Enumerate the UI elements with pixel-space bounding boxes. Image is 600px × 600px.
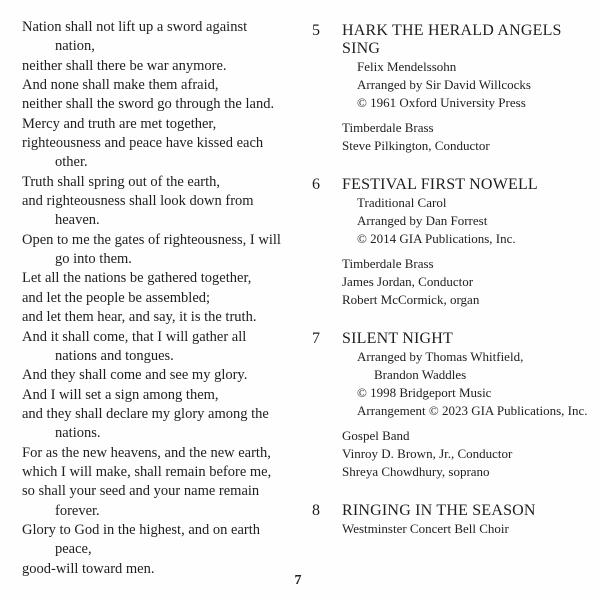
scripture-line: And I will set a sign among them, (22, 386, 219, 403)
scripture-line: other. (55, 154, 88, 171)
scripture-line: Mercy and truth are met together, (22, 115, 217, 132)
credit-line: Brandon Waddles (374, 367, 467, 382)
track-credits (342, 194, 590, 248)
track-entry-8 (312, 502, 590, 538)
performer-line: Robert McCormick, organ (342, 292, 480, 307)
scripture-line: For as the new heavens, and the new earth, (22, 444, 271, 461)
scripture-line: forever. (55, 502, 100, 519)
credit-line: Felix Mendelssohn (357, 59, 457, 74)
track-performers (342, 520, 590, 538)
scripture-line: Glory to God in the highest, and on earth (22, 521, 260, 538)
performer-line: James Jordan, Conductor (342, 274, 474, 289)
scripture-line: And none shall make them afraid, (22, 77, 219, 94)
track-entry-5 (312, 22, 590, 155)
scripture-line: Nation shall not lift up a sword against (22, 19, 248, 35)
performer-line: Vinroy D. Brown, Jr., Conductor (342, 446, 513, 461)
scripture-line: Open to me the gates of righteousness, I will (22, 231, 281, 248)
track-title-line: FESTIVAL FIRST NOWELL (342, 176, 538, 193)
track-credits (342, 348, 590, 420)
track-title-line: HARK THE HERALD ANGELS (342, 22, 562, 39)
scripture-line: so shall your seed and your name remain (22, 483, 260, 500)
scripture-line: nations. (55, 425, 101, 442)
scripture-line: And it shall come, that I will gather all (22, 328, 247, 345)
scripture-line: neither shall there be war anymore. (22, 57, 227, 74)
track-number: 5 (312, 22, 320, 39)
track-number: 8 (312, 502, 320, 519)
track-credits (342, 58, 590, 112)
credit-line: Arranged by Dan Forrest (357, 213, 488, 228)
scripture-line: and righteousness shall look down from (22, 193, 254, 210)
track-title (342, 330, 590, 348)
performer-line: Gospel Band (342, 428, 410, 443)
track-entry-6 (312, 176, 590, 309)
track-performers (342, 119, 590, 155)
scripture-line: nation, (55, 38, 95, 55)
track-entry-7 (312, 330, 590, 481)
credit-line: © 1998 Bridgeport Music (357, 385, 492, 400)
track-number: 6 (312, 176, 320, 193)
scripture-line: and let them hear, and say, it is the truth. (22, 309, 257, 326)
scripture-line: righteousness and peace have kissed each (22, 135, 264, 152)
credit-line: Traditional Carol (357, 195, 447, 210)
credit-line: © 2014 GIA Publications, Inc. (357, 231, 516, 246)
scripture-line: Truth shall spring out of the earth, (22, 173, 221, 190)
performer-line: Shreya Chowdhury, soprano (342, 464, 490, 479)
track-performers (342, 255, 590, 309)
track-title (342, 502, 590, 520)
track-title-line: RINGING IN THE SEASON (342, 502, 536, 519)
scripture-line: nations and tongues. (55, 347, 174, 364)
page-number: 7 (294, 573, 302, 588)
track-title (342, 176, 590, 194)
credit-line: Arranged by Thomas Whitfield, (357, 349, 524, 364)
performer-line: Westminster Concert Bell Choir (342, 521, 509, 536)
scripture-line: go into them. (55, 251, 132, 268)
performer-line: Timberdale Brass (342, 256, 434, 271)
scripture-text-column (22, 18, 307, 579)
performer-line: Timberdale Brass (342, 120, 434, 135)
scripture-line: and let the people be assembled; (22, 289, 211, 306)
track-number: 7 (312, 330, 320, 347)
scripture-line: and they shall declare my glory among the (22, 405, 269, 422)
track-title-line: SING (342, 40, 381, 57)
scripture-line: And they shall come and see my glory. (22, 367, 248, 384)
credit-line: Arrangement © 2023 GIA Publications, Inc. (357, 403, 588, 418)
credit-line: Arranged by Sir David Willcocks (357, 77, 531, 92)
credit-line: © 1961 Oxford University Press (357, 95, 526, 110)
scripture-line: Let all the nations be gathered together, (22, 270, 252, 287)
performer-line: Steve Pilkington, Conductor (342, 138, 490, 153)
scripture-line: heaven. (55, 212, 100, 229)
scripture-line: peace, (55, 541, 92, 558)
track-title (342, 22, 590, 58)
scripture-line: which I will make, shall remain before me, (22, 463, 272, 480)
scripture-line: neither shall the sword go through the land. (22, 96, 275, 113)
track-performers (342, 427, 590, 481)
track-title-line: SILENT NIGHT (342, 330, 453, 347)
scripture-line: good-will toward men. (22, 560, 155, 577)
track-list-column (312, 22, 590, 559)
